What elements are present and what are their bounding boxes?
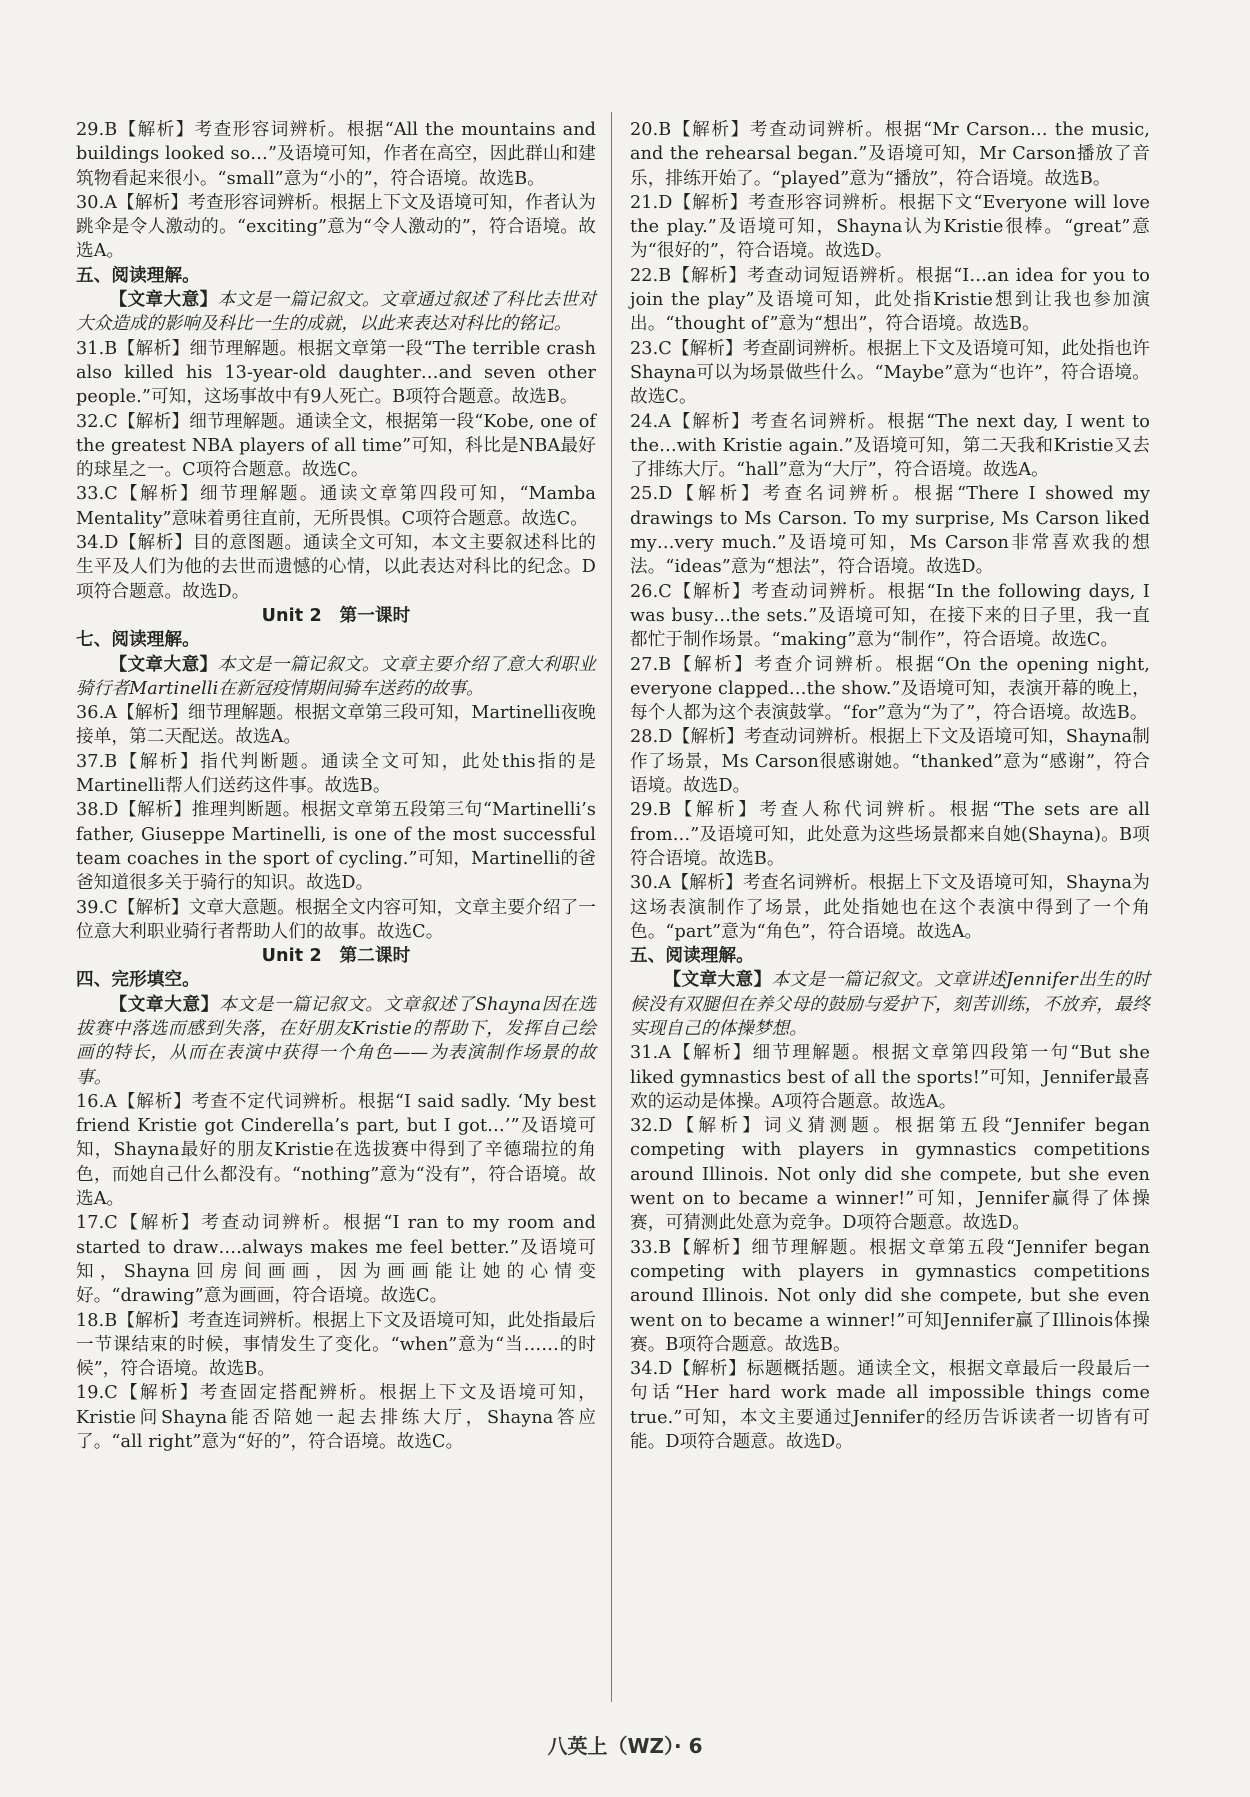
answer-item: 32.D【解析】词义猜测题。根据第五段“Jennifer began competing with players in gymnastics competitions around Illinois. Not only did she compete, but she even went on to became a winner!”可知，Jennifer赢得了体操赛，可猜测此处意为竞争。D项符合题意。故选D。: [630, 1116, 1150, 1234]
answer-item: 34.D【解析】标题概括题。通读全文，根据文章最后一段最后一句话“Her hard work made all impossible things come true.”可知，本文主要通过Jennifer的经历告诉读者一切皆有可能。D项符合题意。故选D。: [630, 1359, 1150, 1453]
summary-text: 本文是一篇记叙文。文章主要介绍了意大利职业骑行者Martinelli在新冠疫情期间骑车送药的故事。: [76, 654, 596, 699]
summary-text: 本文是一篇记叙文。文章通过叙述了科比去世对大众造成的影响及科比一生的成就，以此来表达对科比的铭记。: [76, 290, 596, 335]
answer-item: 24.A【解析】考查名词辨析。根据“The next day, I went to the…with Kristie again.”及语境可知，第二天我和Kristie又去了排练大厅。“hall”意为“大厅”，符合语境。故选A。: [630, 411, 1150, 481]
summary-tag: 【文章大意】: [663, 970, 772, 991]
answer-item: 19.C【解析】考查固定搭配辨析。根据上下文及语境可知，Kristie问Shayna能否陪她一起去排练大厅，Shayna答应了。“all right”意为“好的”，符合语境。故选C。: [76, 1383, 596, 1453]
answer-item: 27.B【解析】考查介词辨析。根据“On the opening night, everyone clapped…the show.”及语境可知，表演开幕的晚上，每个人都为这个表演鼓掌。“for”意为“为了”，符合语境。故选B。: [630, 654, 1150, 724]
answer-item: 16.A【解析】考查不定代词辨析。根据“I said sadly. ‘My best friend Kristie got Cinderella’s part, but I got…’”及语境可知，Shayna最好的朋友Kristie在选拔赛中得到了辛德瑞拉的角色，而她自己什么都没有。“nothing”意为“没有”，符合语境。故选A。: [76, 1091, 596, 1210]
answer-item: 38.D【解析】推理判断题。根据文章第五段第三句“Martinelli’s father, Giuseppe Martinelli, is one of the most successful team coaches in the sport of cycling.”可知，Martinelli的爸爸知道很多关于骑行的知识。故选D。: [76, 800, 596, 894]
right-column: [630, 118, 1150, 1454]
answer-item: 29.B【解析】考查人称代词辨析。根据“The sets are all from…”及语境可知，此处意为这些场景都来自她(Shayna)。B项符合语境。故选B。: [630, 800, 1150, 869]
left-column: [76, 118, 596, 1454]
article-summary: [76, 993, 596, 1090]
summary-text: 本文是一篇记叙文。文章叙述了Shayna因在选拔赛中落选而感到失落，在好朋友Kristie的帮助下，发挥自己绘画的特长，从而在表演中获得一个角色——为表演制作场景的故事。: [76, 994, 596, 1088]
summary-tag: 【文章大意】: [109, 290, 218, 311]
answer-item: 22.B【解析】考查动词短语辨析。根据“I…an idea for you to join the play”及语境可知，此处指Kristie想到让我也参加演出。“thought of”意为“想出”，符合语境。故选B。: [630, 265, 1150, 335]
summary-tag: 【文章大意】: [109, 994, 220, 1015]
unit-heading: Unit 2 第一课时: [261, 605, 411, 626]
answer-item: 25.D【解析】考查名词辨析。根据“There I showed my drawings to Ms Carson. To my surprise, Ms Carson liked my…very much.”及语境可知，Ms Carson非常喜欢我的想法。“ideas”意为“想法”，符合语境。故选D。: [630, 484, 1150, 578]
answer-item: 37.B【解析】指代判断题。通读全文可知，此处this指的是Martinelli帮人们送药这件事。故选B。: [76, 751, 596, 797]
unit-heading: Unit 2 第二课时: [261, 946, 411, 967]
page-footer: 八英上（WZ）· 6: [547, 1734, 703, 1758]
answer-item: 29.B【解析】考查形容词辨析。根据“All the mountains and buildings looked so…”及语境可知，作者在高空，因此群山和建筑物看起来很小。“small”意为“小的”，符合语境。故选B。: [76, 120, 596, 189]
answer-item: 23.C【解析】考查副词辨析。根据上下文及语境可知，此处指也许Shayna可以为场景做些什么。“Maybe”意为“也许”，符合语境。故选C。: [630, 338, 1150, 408]
answer-item: 39.C【解析】文章大意题。根据全文内容可知，文章主要介绍了一位意大利职业骑行者帮助人们的故事。故选C。: [76, 897, 596, 942]
answer-item: 21.D【解析】考查形容词辨析。根据下文“Everyone will love the play.”及语境可知，Shayna认为Kristie很棒。“great”意为“很好的”，符合语境。故选D。: [630, 192, 1150, 262]
answer-item: 20.B【解析】考查动词辨析。根据“Mr Carson… the music, and the rehearsal began.”及语境可知，Mr Carson播放了音乐，排练开始了。“played”意为“播放”，符合语境。故选B。: [630, 120, 1150, 189]
section-heading: 四、完形填空。: [76, 970, 200, 991]
answer-item: 34.D【解析】目的意图题。通读全文可知，本文主要叙述科比的生平及人们为他的去世而遗憾的心情，以此表达对科比的纪念。D项符合题意。故选D。: [76, 533, 596, 602]
answer-item: 33.B【解析】细节理解题。根据文章第五段“Jennifer began competing with players in gymnastics competitions around Illinois. Not only did she compete, but she even went on to became a winner!”可知Jennifer赢了Illinois体操赛。B项符合题意。故选B。: [630, 1237, 1150, 1355]
section-heading: 五、阅读理解。: [630, 946, 754, 967]
answer-item: 17.C【解析】考查动词辨析。根据“I ran to my room and started to draw….always makes me feel better.”及语境可知，Shayna回房间画画，因为画画能让她的心情变好。“drawing”意为画画，符合语境。故选C。: [76, 1213, 596, 1307]
answer-item: 26.C【解析】考查动词辨析。根据“In the following days, I was busy…the sets.”及语境可知，在接下来的日子里，我一直都忙于制作场景。“making”意为“制作”，符合语境。故选C。: [630, 581, 1150, 651]
article-summary: [630, 968, 1150, 1041]
answer-item: 18.B【解析】考查连词辨析。根据上下文及语境可知，此处指最后一节课结束的时候，事情发生了变化。“when”意为“当……的时候”，符合语境。故选B。: [76, 1310, 596, 1380]
answer-item: 33.C【解析】细节理解题。通读文章第四段可知，“Mamba Mentality”意味着勇往直前，无所畏惧。C项符合题意。故选C。: [76, 484, 596, 529]
article-summary: [76, 288, 596, 337]
answer-item: 30.A【解析】考查形容词辨析。根据上下文及语境可知，作者认为跳伞是令人激动的。“exciting”意为“令人激动的”，符合语境。故选A。: [76, 192, 596, 262]
answer-item: 32.C【解析】细节理解题。通读全文，根据第一段“Kobe, one of the greatest NBA players of all time”可知，科比是NBA最好的球星之一。C项符合题意。故选C。: [76, 411, 596, 481]
answer-item: 31.B【解析】细节理解题。根据文章第一段“The terrible crash also killed his 13-year-old daughter…and seven other people.”可知，这场事故中有9人死亡。B项符合题意。故选B。: [76, 338, 596, 408]
summary-text: 本文是一篇记叙文。文章讲述Jennifer出生的时候没有双腿但在养父母的鼓励与爱护下，刻苦训练，不放弃，最终实现自己的体操梦想。: [630, 970, 1151, 1039]
summary-tag: 【文章大意】: [109, 654, 218, 675]
column-divider: [611, 112, 612, 1702]
article-summary: [76, 653, 596, 702]
section-heading: 七、阅读理解。: [76, 630, 200, 651]
answer-item: 31.A【解析】细节理解题。根据文章第四段第一句“But she liked gymnastics best of all the sports!”可知，Jennifer最喜欢的运动是体操。A项符合题意。故选A。: [630, 1043, 1150, 1112]
answer-item: 36.A【解析】细节理解题。根据文章第三段可知，Martinelli夜晚接单，第二天配送。故选A。: [76, 703, 596, 748]
answer-item: 30.A【解析】考查名词辨析。根据上下文及语境可知，Shayna为这场表演制作了场景，此处指她也在这个表演中得到了一个角色。“part”意为“角色”，符合语境。故选A。: [630, 873, 1150, 942]
answer-item: 28.D【解析】考查动词辨析。根据上下文及语境可知，Shayna制作了场景，Ms Carson很感谢她。“thanked”意为“感谢”，符合语境。故选D。: [630, 727, 1150, 797]
section-heading: 五、阅读理解。: [76, 265, 200, 286]
